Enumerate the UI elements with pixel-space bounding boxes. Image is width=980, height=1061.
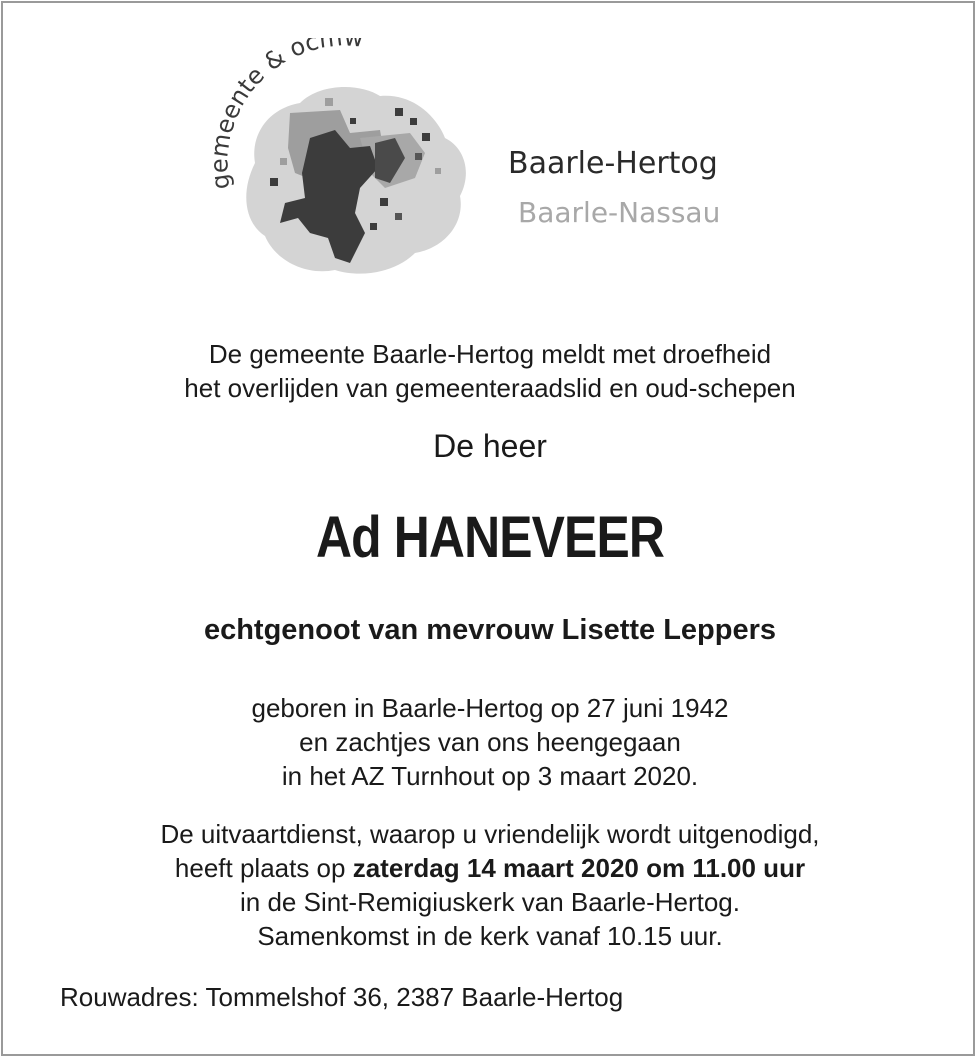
birth-line: in het AZ Turnhout op 3 maart 2020. xyxy=(281,761,699,791)
spouse-line: echtgenoot van mevrouw Lisette Leppers xyxy=(203,614,777,646)
service-line-2 xyxy=(0,851,980,885)
logo-name-primary: Baarle-Hertog xyxy=(508,146,718,181)
logo-emblem xyxy=(210,38,510,288)
deceased-name: Ad HANEVEER xyxy=(315,505,665,570)
birth-death-text xyxy=(0,691,980,793)
intro-line: het overlijden van gemeenteraadslid en oud-schepen xyxy=(184,373,796,403)
intro-line: De gemeente Baarle-Hertog meldt met droefheid xyxy=(208,339,772,369)
logo-arc-text: eente & ocm xyxy=(210,38,344,137)
service-date-prefix: heeft plaats op xyxy=(174,853,353,883)
birth-line: geboren in Baarle-Hertog op 27 juni 1942 xyxy=(251,693,729,723)
service-line-1: De uitvaartdienst, waarop u vriendelijk wordt uitgenodigd, xyxy=(160,819,820,849)
service-line-4: Samenkomst in de kerk vanaf 10.15 uur. xyxy=(257,921,723,951)
logo-name-secondary: Baarle-Nassau xyxy=(518,196,721,229)
intro-text xyxy=(0,337,980,405)
mourning-address: Rouwadres: Tommelshof 36, 2387 Baarle-Hertog xyxy=(60,982,624,1012)
municipality-logo xyxy=(210,38,770,288)
logo-map-shape xyxy=(246,87,466,274)
funeral-service-text xyxy=(0,817,980,953)
service-line-3: in de Sint-Remigiuskerk van Baarle-Hertog. xyxy=(240,887,740,917)
service-date: zaterdag 14 maart 2020 om 11.00 uur xyxy=(352,853,806,883)
honorific: De heer xyxy=(433,428,547,464)
birth-line: en zachtjes van ons heengegaan xyxy=(299,727,681,757)
